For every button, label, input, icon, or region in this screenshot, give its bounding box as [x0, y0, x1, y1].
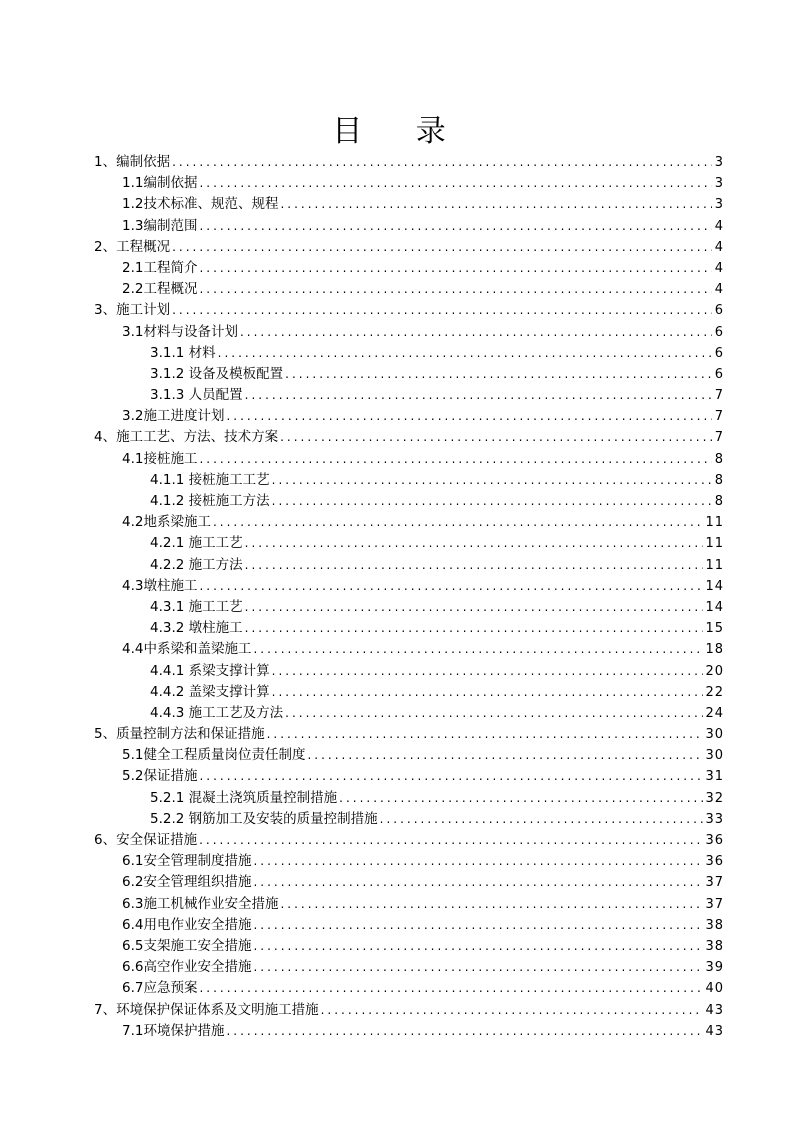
toc-entry-label: 3.1.1 材料 [150, 344, 216, 361]
toc-entry-label: 5.1健全工程质量岗位责任制度 [122, 747, 306, 764]
toc-entry-label: 4、施工工艺、方法、技术方案 [94, 429, 279, 446]
toc-entry-label: 4.4.1 系梁支撑计算 [150, 662, 270, 679]
toc-entry[interactable] [94, 894, 724, 915]
toc-entry[interactable] [94, 618, 724, 639]
dot-leader [285, 364, 712, 385]
toc-entry[interactable] [94, 1021, 724, 1042]
toc-entry-label: 6.2安全管理组织措施 [122, 874, 252, 891]
toc-entry[interactable] [94, 809, 724, 830]
toc-entry-page-number: 30 [705, 748, 724, 764]
toc-entry-page-number: 8 [714, 451, 724, 467]
toc-entry-page-number: 11 [705, 557, 724, 573]
toc-entry[interactable] [94, 385, 724, 406]
toc-entry-label: 4.3.2 墩柱施工 [150, 620, 243, 637]
dot-leader [245, 533, 704, 554]
toc-entry[interactable] [94, 322, 724, 343]
dot-leader [199, 258, 712, 279]
toc-entry-page-number: 30 [705, 727, 724, 743]
dot-leader [199, 830, 703, 851]
dot-leader [199, 216, 712, 237]
toc-entry[interactable] [94, 830, 724, 851]
toc-entry[interactable] [94, 745, 724, 766]
toc-entry-page-number: 43 [705, 1002, 724, 1018]
toc-entry[interactable] [94, 957, 724, 978]
dot-leader [339, 788, 703, 809]
toc-entry-page-number: 7 [714, 388, 724, 404]
toc-entry-label: 6.5支架施工安全措施 [122, 937, 252, 954]
dot-leader [226, 406, 712, 427]
toc-entry-label: 5.2保证措施 [122, 768, 198, 785]
toc-entry[interactable] [94, 258, 724, 279]
toc-entry[interactable] [94, 555, 724, 576]
dot-leader [240, 322, 712, 343]
toc-entry-label: 3.2施工进度计划 [122, 408, 225, 425]
toc-entry-label: 2.2工程概况 [122, 281, 198, 298]
dot-leader [218, 343, 712, 364]
toc-entry-page-number: 3 [714, 197, 724, 213]
toc-entry-label: 4.2.1 施工工艺 [150, 535, 243, 552]
toc-entry-label: 6.6高空作业安全措施 [122, 959, 252, 976]
toc-entry-label: 2、工程概况 [94, 238, 171, 255]
toc-entry-label: 2.1工程简介 [122, 259, 198, 276]
toc-entry[interactable] [94, 406, 724, 427]
toc-entry-page-number: 4 [714, 282, 724, 298]
toc-entry-label: 6.1安全管理制度措施 [122, 853, 252, 870]
toc-entry-page-number: 6 [714, 303, 724, 319]
toc-entry[interactable] [94, 639, 724, 660]
toc-entry[interactable] [94, 491, 724, 512]
toc-entry[interactable] [94, 237, 724, 258]
dot-leader [199, 766, 703, 787]
toc-entry[interactable] [94, 449, 724, 470]
dot-leader [321, 1000, 704, 1021]
toc-entry-page-number: 38 [705, 938, 724, 954]
toc-entry[interactable] [94, 533, 724, 554]
toc-entry-page-number: 22 [705, 684, 724, 700]
toc-entry-label: 6、安全保证措施 [94, 832, 198, 848]
dot-leader [213, 512, 703, 533]
toc-entry[interactable] [94, 173, 724, 194]
toc-entry-page-number: 6 [714, 366, 724, 382]
toc-entry[interactable] [94, 724, 724, 745]
toc-entry-label: 6.3施工机械作业安全措施 [122, 895, 279, 912]
toc-entry-label: 1.1编制依据 [122, 175, 198, 192]
toc-entry[interactable] [94, 682, 724, 703]
toc-entry[interactable] [94, 152, 724, 173]
table-of-contents [94, 152, 724, 1042]
toc-entry-label: 4.1.1 接桩施工工艺 [150, 471, 270, 488]
toc-entry[interactable] [94, 216, 724, 237]
dot-leader [253, 639, 703, 660]
toc-entry-page-number: 6 [714, 345, 724, 361]
dot-leader [172, 237, 712, 258]
toc-entry-label: 4.3.1 施工工艺 [150, 598, 243, 615]
toc-entry-page-number: 31 [705, 769, 724, 785]
toc-entry-label: 3.1.2 设备及模板配置 [150, 365, 284, 382]
toc-entry[interactable] [94, 470, 724, 491]
toc-entry-page-number: 4 [714, 239, 724, 255]
toc-entry[interactable] [94, 300, 724, 321]
dot-leader [245, 597, 704, 618]
toc-entry-label: 4.1接桩施工 [122, 450, 198, 467]
toc-entry-label: 4.3墩柱施工 [122, 577, 198, 594]
toc-entry-label: 4.1.2 接桩施工方法 [150, 493, 270, 509]
toc-entry-label: 5.2.1 混凝土浇筑质量控制措施 [150, 789, 338, 806]
toc-entry-label: 7、环境保护保证体系及文明施工措施 [94, 1001, 319, 1018]
toc-entry[interactable] [94, 661, 724, 682]
toc-entry[interactable] [94, 851, 724, 872]
toc-entry-label: 4.4中系梁和盖梁施工 [122, 641, 252, 658]
toc-entry-page-number: 33 [705, 811, 724, 827]
toc-entry-page-number: 14 [705, 599, 724, 615]
toc-entry-page-number: 3 [714, 155, 724, 170]
dot-leader [272, 661, 704, 682]
toc-entry[interactable] [94, 1000, 724, 1021]
toc-entry-label: 4.2.2 施工方法 [150, 556, 243, 573]
dot-leader [280, 894, 703, 915]
toc-entry-page-number: 20 [705, 663, 724, 679]
toc-entry-page-number: 6 [714, 324, 724, 340]
toc-entry[interactable] [94, 872, 724, 893]
toc-entry-page-number: 36 [705, 833, 724, 848]
toc-entry-page-number: 38 [705, 917, 724, 933]
dot-leader [380, 809, 704, 830]
toc-entry-page-number: 37 [705, 896, 724, 912]
toc-entry[interactable] [94, 915, 724, 936]
dot-leader [253, 872, 703, 893]
toc-entry-label: 1.2技术标准、规范、规程 [122, 196, 279, 213]
toc-entry[interactable] [94, 936, 724, 957]
dot-leader [199, 173, 712, 194]
toc-entry[interactable] [94, 279, 724, 300]
dot-leader [199, 449, 712, 470]
dot-leader [272, 682, 704, 703]
dot-leader [285, 703, 703, 724]
toc-entry-label: 7.1环境保护措施 [122, 1022, 225, 1039]
toc-entry-label: 3.1材料与设备计划 [122, 323, 238, 340]
dot-leader [199, 978, 703, 999]
toc-entry-label: 5.2.2 钢筋加工及安装的质量控制措施 [150, 810, 378, 827]
dot-leader [253, 915, 703, 936]
toc-entry-page-number: 4 [714, 218, 724, 234]
toc-entry-label: 3.1.3 人员配置 [150, 387, 243, 404]
toc-entry-page-number: 3 [714, 176, 724, 192]
toc-entry-label: 4.4.3 施工工艺及方法 [150, 704, 284, 721]
dot-leader [267, 724, 704, 745]
toc-entry[interactable] [94, 766, 724, 787]
toc-entry-label: 1.3编制范围 [122, 217, 198, 234]
dot-leader [245, 618, 704, 639]
dot-leader [272, 470, 712, 491]
toc-entry-page-number: 32 [705, 790, 724, 806]
dot-leader [280, 194, 712, 215]
dot-leader [245, 555, 704, 576]
toc-entry-label: 4.4.2 盖梁支撑计算 [150, 683, 270, 700]
dot-leader [253, 957, 703, 978]
toc-entry-page-number: 7 [714, 430, 724, 446]
dot-leader [199, 576, 703, 597]
toc-entry-page-number: 15 [705, 621, 724, 637]
toc-entry[interactable] [94, 978, 724, 999]
dot-leader [172, 300, 712, 321]
toc-entry[interactable] [94, 427, 724, 448]
toc-entry-page-number: 11 [705, 515, 724, 531]
toc-entry-page-number: 43 [705, 1023, 724, 1039]
toc-entry[interactable] [94, 343, 724, 364]
dot-leader [280, 427, 712, 448]
dot-leader [307, 745, 703, 766]
toc-entry-label: 5、质量控制方法和保证措施 [94, 726, 265, 743]
toc-entry-page-number: 8 [714, 494, 724, 509]
toc-entry[interactable] [94, 194, 724, 215]
toc-entry[interactable] [94, 512, 724, 533]
toc-entry-page-number: 40 [705, 981, 724, 997]
dot-leader [226, 1021, 703, 1042]
toc-entry[interactable] [94, 703, 724, 724]
toc-entry-label: 1、编制依据 [94, 154, 171, 170]
toc-entry-label: 6.7应急预案 [122, 980, 198, 997]
dot-leader [245, 385, 712, 406]
toc-entry-label: 6.4用电作业安全措施 [122, 916, 252, 933]
toc-entry-page-number: 8 [714, 472, 724, 488]
toc-entry-page-number: 39 [705, 960, 724, 976]
dot-leader [272, 491, 712, 512]
toc-entry-page-number: 14 [705, 578, 724, 594]
toc-entry-page-number: 24 [705, 705, 724, 721]
toc-entry-page-number: 36 [705, 854, 724, 870]
toc-entry-page-number: 7 [714, 409, 724, 425]
dot-leader [253, 936, 703, 957]
toc-entry-label: 4.2地系梁施工 [122, 514, 211, 531]
toc-entry[interactable] [94, 364, 724, 385]
dot-leader [172, 152, 712, 173]
dot-leader [253, 851, 703, 872]
dot-leader [199, 279, 712, 300]
toc-entry-page-number: 11 [705, 536, 724, 552]
toc-entry[interactable] [94, 597, 724, 618]
toc-entry[interactable] [94, 576, 724, 597]
toc-entry-page-number: 4 [714, 260, 724, 276]
toc-entry-label: 3、施工计划 [94, 302, 171, 319]
page-title: 目 录 [332, 114, 468, 149]
toc-entry-page-number: 37 [705, 875, 724, 891]
toc-entry-page-number: 18 [705, 642, 724, 658]
toc-entry[interactable] [94, 788, 724, 809]
